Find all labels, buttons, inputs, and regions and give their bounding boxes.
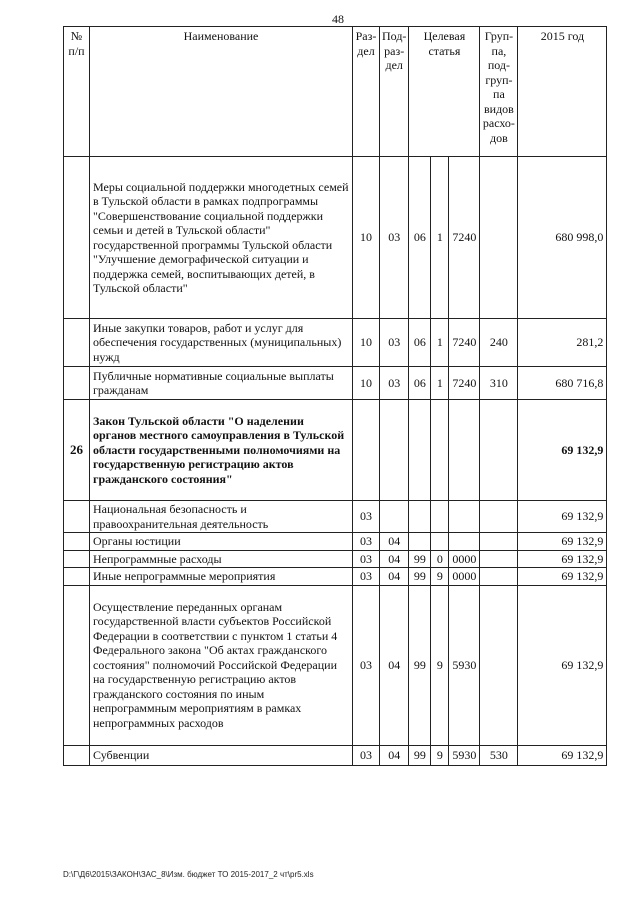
row-target-program: 06 xyxy=(409,367,431,400)
row-expense-group xyxy=(480,501,518,533)
row-number xyxy=(64,367,90,400)
row-subsection: 03 xyxy=(380,157,409,319)
row-target-program xyxy=(409,533,431,551)
row-number xyxy=(64,533,90,551)
row-target-direction xyxy=(449,501,480,533)
row-target-direction: 7240 xyxy=(449,157,480,319)
row-subsection: 04 xyxy=(380,585,409,745)
row-target-direction: 0000 xyxy=(449,550,480,568)
row-target-direction xyxy=(449,400,480,501)
row-target-subprogram: 9 xyxy=(431,568,449,586)
table-row xyxy=(64,745,607,765)
row-amount: 680 998,0 xyxy=(518,157,607,319)
header-num: № п/п xyxy=(64,27,90,157)
row-target-program: 99 xyxy=(409,550,431,568)
row-target-subprogram: 0 xyxy=(431,550,449,568)
row-amount: 69 132,9 xyxy=(518,568,607,586)
row-amount: 680 716,8 xyxy=(518,367,607,400)
row-expense-group xyxy=(480,550,518,568)
row-section: 10 xyxy=(353,319,380,367)
row-target-subprogram: 1 xyxy=(431,319,449,367)
table-row xyxy=(64,367,607,400)
budget-table xyxy=(63,26,607,766)
row-expense-group: 530 xyxy=(480,745,518,765)
row-section: 03 xyxy=(353,550,380,568)
table-row xyxy=(64,157,607,319)
row-subsection: 04 xyxy=(380,533,409,551)
row-section: 03 xyxy=(353,745,380,765)
row-target-subprogram xyxy=(431,533,449,551)
row-target-direction: 7240 xyxy=(449,367,480,400)
header-section: Раз-дел xyxy=(353,27,380,157)
table-row xyxy=(64,568,607,586)
row-target-program: 06 xyxy=(409,157,431,319)
row-subsection: 03 xyxy=(380,367,409,400)
row-subsection: 04 xyxy=(380,745,409,765)
row-target-direction: 7240 xyxy=(449,319,480,367)
row-number xyxy=(64,585,90,745)
row-expense-group xyxy=(480,568,518,586)
row-section: 03 xyxy=(353,533,380,551)
page-number: 48 xyxy=(332,12,344,26)
header-year: 2015 год xyxy=(518,27,607,157)
row-name: Субвенции xyxy=(90,745,353,765)
row-target-subprogram: 9 xyxy=(431,745,449,765)
row-subsection: 03 xyxy=(380,319,409,367)
row-section: 03 xyxy=(353,568,380,586)
row-target-direction xyxy=(449,533,480,551)
table-row xyxy=(64,585,607,745)
row-name: Непрограммные расходы xyxy=(90,550,353,568)
row-number xyxy=(64,745,90,765)
header-name: Наименование xyxy=(90,27,353,157)
row-target-subprogram: 1 xyxy=(431,367,449,400)
row-number xyxy=(64,319,90,367)
row-target-program: 99 xyxy=(409,568,431,586)
row-target-direction: 5930 xyxy=(449,745,480,765)
row-number: 26 xyxy=(64,400,90,501)
row-name: Национальная безопасность и правоохранительная деятельность xyxy=(90,501,353,533)
row-amount: 69 132,9 xyxy=(518,585,607,745)
row-name: Иные закупки товаров, работ и услуг для обеспечения государственных (муниципальных) нужд xyxy=(90,319,353,367)
table-row xyxy=(64,319,607,367)
row-name: Публичные нормативные социальные выплаты гражданам xyxy=(90,367,353,400)
row-amount: 69 132,9 xyxy=(518,550,607,568)
row-section: 03 xyxy=(353,501,380,533)
header-subsection: Под-раз-дел xyxy=(380,27,409,157)
row-target-program xyxy=(409,400,431,501)
row-number xyxy=(64,568,90,586)
row-target-direction: 0000 xyxy=(449,568,480,586)
header-target-article: Целевая статья xyxy=(409,27,480,157)
row-subsection xyxy=(380,400,409,501)
row-section: 10 xyxy=(353,157,380,319)
row-amount: 69 132,9 xyxy=(518,400,607,501)
row-target-direction: 5930 xyxy=(449,585,480,745)
table-row xyxy=(64,550,607,568)
row-number xyxy=(64,550,90,568)
table-row xyxy=(64,400,607,501)
file-path-footer: D:\Г\Д6\2015\ЗАКОН\ЗАС_8\Изм. бюджет ТО 2015-2017_2 чт\pr5.xls xyxy=(63,870,314,879)
header-group: Груп-па, под-груп-па видов расхо-дов xyxy=(480,27,518,157)
row-section: 03 xyxy=(353,585,380,745)
row-expense-group: 240 xyxy=(480,319,518,367)
table-row xyxy=(64,501,607,533)
row-amount: 281,2 xyxy=(518,319,607,367)
row-name: Осуществление переданных органам государственной власти субъектов Российской Федерации в соответствии с пунктом 1 статьи 4 Федерального закона "Об актах гражданского состояния" полномочий Российской Федерации на государственную регистрацию актов гражданского состояния по иным непрограммным мероприятиям в рамках непрограммных расходов xyxy=(90,585,353,745)
row-expense-group xyxy=(480,157,518,319)
row-target-program: 99 xyxy=(409,745,431,765)
row-amount: 69 132,9 xyxy=(518,533,607,551)
row-subsection xyxy=(380,501,409,533)
table-row xyxy=(64,533,607,551)
row-number xyxy=(64,501,90,533)
row-subsection: 04 xyxy=(380,550,409,568)
row-target-subprogram xyxy=(431,400,449,501)
table-header-row xyxy=(64,27,607,157)
row-subsection: 04 xyxy=(380,568,409,586)
row-name: Органы юстиции xyxy=(90,533,353,551)
row-target-subprogram: 9 xyxy=(431,585,449,745)
row-expense-group: 310 xyxy=(480,367,518,400)
row-target-program: 99 xyxy=(409,585,431,745)
row-target-subprogram: 1 xyxy=(431,157,449,319)
row-target-subprogram xyxy=(431,501,449,533)
row-expense-group xyxy=(480,585,518,745)
row-expense-group xyxy=(480,533,518,551)
row-target-program: 06 xyxy=(409,319,431,367)
row-amount: 69 132,9 xyxy=(518,745,607,765)
row-number xyxy=(64,157,90,319)
row-section: 10 xyxy=(353,367,380,400)
row-expense-group xyxy=(480,400,518,501)
row-amount: 69 132,9 xyxy=(518,501,607,533)
row-name: Закон Тульской области "О наделении органов местного самоуправления в Тульской области государственными полномочиями на государственную регистрацию актов гражданского состояния" xyxy=(90,400,353,501)
row-name: Иные непрограммные мероприятия xyxy=(90,568,353,586)
row-name: Меры социальной поддержки многодетных семей в Тульской области в рамках подпрограммы "Совершенствование социальной поддержки семьи и детей в Тульской области" государственной программы Тульской области "Улучшение демографической ситуации и поддержка семей, воспитывающих детей, в Тульской области" xyxy=(90,157,353,319)
row-section xyxy=(353,400,380,501)
row-target-program xyxy=(409,501,431,533)
